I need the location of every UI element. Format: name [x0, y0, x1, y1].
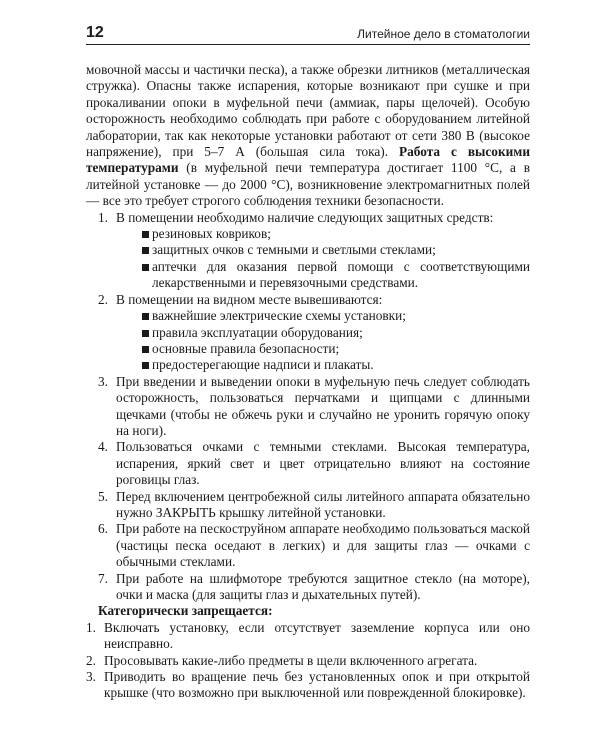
bullet-item: правила эксплуатации оборудования; — [116, 325, 530, 341]
bullet-item: аптечки для оказания первой помощи с соответствующими лекарственными и перевязочными средствами. — [116, 259, 530, 292]
prohibited-text: Просовывать какие-либо предметы в щели включенного агрегата. — [104, 652, 478, 668]
bullet-list — [116, 308, 530, 374]
rule-number: 2. — [98, 291, 108, 307]
rule-text: В помещении необходимо наличие следующих защитных средств: — [116, 209, 494, 225]
prohibited-item — [86, 653, 530, 669]
running-title: Литейное дело в стоматологии — [357, 27, 530, 41]
square-bullet-icon — [142, 330, 149, 337]
rule-item — [86, 521, 530, 570]
bullet-item: важнейшие электрические схемы установки; — [116, 308, 530, 324]
bullet-item: основные правила безопасности; — [116, 341, 530, 357]
prohibited-text: Приводить во вращение печь без установленных опок и при открытой крышке (что возможно при выключенной или поврежденной блокировке). — [104, 669, 530, 701]
bullet-item: предостерегающие надписи и плакаты. — [116, 357, 530, 373]
square-bullet-icon — [142, 231, 149, 238]
intro-paragraph — [86, 62, 530, 210]
rule-text: При работе на шлифмоторе требуются защитное стекло (на моторе), очки и маска (для защиты глаз и дыхательных путей). — [116, 570, 530, 602]
square-bullet-icon — [142, 346, 149, 353]
rule-number: 1. — [98, 209, 108, 225]
intro-text-b: (в муфельной печи температура достигает 1100 °С, а в литейной установке — до 2000 °С), возникновение электромагнитных полей — все это требует строгого соблюдения техники безопасности. — [86, 160, 530, 209]
page-body — [86, 62, 530, 702]
prohibited-item — [86, 620, 530, 653]
square-bullet-icon — [142, 313, 149, 320]
bullet-list — [116, 226, 530, 292]
rule-item — [86, 571, 530, 604]
rule-text: При работе на пескоструйном аппарате необходимо пользоваться маской (частицы песка оседают в легких) и для защиты глаз — очками с обычными стеклами. — [116, 521, 530, 570]
rule-item — [86, 292, 530, 374]
page-number: 12 — [86, 24, 104, 41]
intro-bold-phrase: Работа с высокими температурами — [86, 144, 530, 176]
rule-text: Пользоваться очками с темными стеклами. Высокая температура, испарения, яркий свет и цвет отрицательно влияют на состояние роговицы глаз. — [116, 439, 530, 488]
rule-text: В помещении на видном месте вывешиваются: — [116, 291, 383, 307]
square-bullet-icon — [142, 264, 149, 271]
rule-number: 5. — [98, 488, 108, 504]
bullet-item: защитных очков с темными и светлыми стеклами; — [116, 242, 530, 258]
rule-item — [86, 374, 530, 440]
rule-item — [86, 439, 530, 488]
prohibited-list — [86, 620, 530, 702]
prohibited-number: 3. — [86, 669, 96, 685]
rule-item — [86, 489, 530, 522]
square-bullet-icon — [142, 362, 149, 369]
rule-text: Перед включением центробежной силы литейного аппарата обязательно нужно ЗАКРЫТЬ крышку литейной установки. — [116, 488, 530, 520]
rule-number: 7. — [98, 570, 108, 586]
rule-item — [86, 210, 530, 292]
prohibited-number: 1. — [86, 619, 96, 635]
rule-text: При введении и выведении опоки в муфельную печь следует соблюдать осторожность, пользоваться перчатками и щипцами с длинными щечками (чтобы не обжечь руки и случайно не уронить горячую опоку на ноги). — [116, 373, 530, 438]
prohibited-item — [86, 669, 530, 702]
prohibited-heading: Категорически запрещается: — [98, 603, 273, 619]
rule-number: 6. — [98, 521, 108, 537]
intro-text-a: мовочной массы и частички песка), а также обрезки литников (металлическая стружка). Опасны также испарения, которые возникают при сушке и при прокаливании опоки в муфельной печи (аммиак, пары щелочей). Особую осторожность необходимо соблюдать при работе с оборудованием литейной лаборатории, так как некоторые установки работают от сети 380 В (высокое напряжение), при 5–7 А (большая сила тока). — [86, 62, 530, 160]
rule-number: 4. — [98, 439, 108, 455]
bullet-item: резиновых ковриков; — [116, 226, 530, 242]
page-header — [86, 22, 530, 45]
safety-rules-list — [86, 210, 530, 604]
prohibited-number: 2. — [86, 652, 96, 668]
square-bullet-icon — [142, 247, 149, 254]
rule-number: 3. — [98, 373, 108, 389]
prohibited-text: Включать установку, если отсутствует заземление корпуса или оно неисправно. — [104, 619, 530, 652]
